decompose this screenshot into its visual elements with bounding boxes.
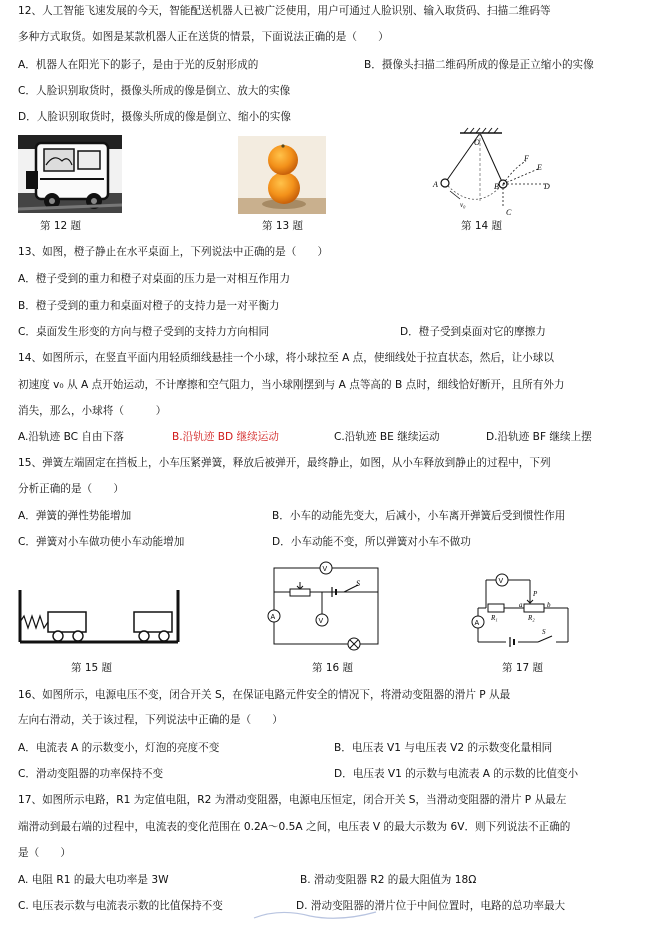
q16-option-c: C．滑动变阻器的功率保持不变 [18, 768, 164, 780]
r1-label: R₁ [491, 614, 498, 622]
caption-fig14: 第 14 题 [461, 220, 503, 232]
label-b: B [494, 182, 499, 191]
caption-fig12: 第 12 题 [40, 220, 82, 232]
label-e: E [537, 163, 542, 172]
path-bf [503, 161, 526, 184]
ammeter-label: A [270, 614, 276, 621]
q16-option-a: A．电流表 A 的示数变小，灯泡的亮度不变 [18, 742, 220, 754]
q12-option-d: D．人脸识别取货时，摄像头所成的像是倒立、缩小的实像 [18, 111, 291, 123]
r2-label: R₂ [528, 614, 535, 622]
q12-option-c: C．人脸识别取货时，摄像头所成的像是倒立、放大的实像 [18, 85, 291, 97]
q17-option-b: B. 滑动变阻器 R2 的最大阻值为 18Ω [300, 874, 477, 886]
q14-option-b: B.沿轨迹 BD 继续运动 [172, 431, 279, 443]
delivery-robot-image [18, 135, 122, 213]
q16-stem-line1: 16、如图所示，电源电压不变，闭合开关 S，在保证电路元件安全的情况下，将滑动变阻器的滑片 P 从最 [18, 689, 511, 701]
label-a: A [433, 180, 438, 189]
caption-fig13: 第 13 题 [262, 220, 304, 232]
q13-stem: 13、如图，橙子静止在水平桌面上，下列说法中正确的是（ ） [18, 246, 329, 258]
q14-stem-line2: 初速度 v₀ 从 A 点开始运动，不计摩擦和空气阻力，当小球刚摆到与 A 点等高的 B 点时，细线恰好断开，且所有外力 [18, 379, 565, 391]
q15-option-b: B．小车的动能先变大，后减小，小车离开弹簧后受到惯性作用 [272, 510, 566, 522]
q13-option-b: B．橙子受到的重力和桌面对橙子的支持力是一对平衡力 [18, 300, 280, 312]
switch-label: S [542, 628, 546, 636]
caption-fig16: 第 16 题 [312, 662, 354, 674]
label-o: O [474, 138, 480, 147]
rheostat [290, 589, 310, 596]
q12-stem-line1: 12、人工智能飞速发展的今天，智能配送机器人已被广泛使用，用户可通过人脸识别、输入取货码、扫描二维码等 [18, 5, 551, 17]
q14-option-d: D.沿轨迹 BF 继续上摆 [486, 431, 592, 443]
oranges-image [238, 136, 326, 214]
q15-stem-line2: 分析正确的是（ ） [18, 483, 124, 495]
q13-option-a: A．橙子受到的重力和橙子对桌面的压力是一对相互作用力 [18, 273, 291, 285]
slider-p-label: P [533, 590, 538, 598]
label-c: C [506, 208, 512, 217]
q14-option-c: C.沿轨迹 BE 继续运动 [334, 431, 440, 443]
q14-stem-line3: 消失，那么，小球将（ ） [18, 405, 167, 417]
resistor-r1 [488, 604, 504, 612]
pendulum-diagram [420, 127, 555, 217]
voltmeter-top-label: V [322, 566, 328, 573]
label-v0: v₀ [460, 201, 466, 209]
q15-option-c: C．弹簧对小车做功使小车动能增加 [18, 536, 185, 548]
q17-stem-line2: 端滑动到最右端的过程中，电流表的变化范围在 0.2A～0.5A 之间，电压表 V 的最大示数为 6V．则下列说法不正确的 [18, 821, 571, 833]
circuit-diagram-17 [464, 566, 574, 652]
ball-a [441, 179, 449, 187]
switch-label: S [356, 579, 360, 588]
point-b-label: b [547, 601, 551, 609]
string-to-b [480, 133, 503, 184]
q17-option-c: C. 电压表示数与电流表示数的比值保持不变 [18, 900, 223, 912]
q16-option-d: D．电压表 V1 的示数与电流表 A 的示数的比值变小 [334, 768, 579, 780]
q17-stem-line1: 17、如图所示电路，R1 为定值电阻，R2 为滑动变阻器，电源电压恒定，闭合开关 S，当滑动变阻器的滑片 P 从最左 [18, 794, 567, 806]
decorative-scribble [250, 906, 380, 924]
cart-left [48, 612, 86, 632]
caption-fig15: 第 15 题 [71, 662, 113, 674]
q13-option-d: D．橙子受到桌面对它的摩擦力 [400, 326, 546, 338]
rheostat-r2 [524, 604, 544, 612]
q17-option-d: D. 滑动变阻器的滑片位于中间位置时，电路的总功率最大 [296, 900, 566, 912]
q16-option-b: B．电压表 V1 与电压表 V2 的示数变化量相同 [334, 742, 553, 754]
q12-option-a: A．机器人在阳光下的影子，是由于光的反射形成的 [18, 59, 259, 71]
q12-option-b: B．摄像头扫描二维码所成的像是正立缩小的实像 [364, 59, 594, 71]
q16-stem-line2: 左向右滑动，关于该过程，下列说法中正确的是（ ） [18, 714, 283, 726]
q15-option-a: A．弹簧的弹性势能增加 [18, 510, 132, 522]
label-d: D [544, 182, 550, 191]
q17-option-a: A. 电阻 R1 的最大电功率是 3W [18, 874, 169, 886]
q12-stem-line2: 多种方式取货。如图是某款机器人正在送货的情景，下面说法正确的是（ ） [18, 31, 389, 43]
point-a-label: a [519, 601, 523, 609]
voltmeter-label: V [498, 578, 504, 585]
q13-option-c: C．桌面发生形变的方向与橙子受到的支持力方向相同 [18, 326, 270, 338]
caption-fig17: 第 17 题 [502, 662, 544, 674]
spring [20, 616, 48, 628]
spring-cart-diagram [14, 582, 184, 652]
q14-option-a: A.沿轨迹 BC 自由下落 [18, 431, 124, 443]
q15-option-d: D．小车动能不变，所以弹簧对小车不做功 [272, 536, 471, 548]
label-f: F [524, 154, 529, 163]
q14-stem-line1: 14、如图所示，在竖直平面内用轻质细线悬挂一个小球，将小球拉至 A 点，使细线处于拉直状态，然后，让小球以 [18, 352, 554, 364]
ammeter-label: A [474, 620, 480, 627]
cart-right [134, 612, 172, 632]
q17-stem-line3: 是（ ） [18, 847, 71, 859]
q15-stem-line1: 15、弹簧左端固定在挡板上，小车压紧弹簧，释放后被弹开，最终静止，如图，从小车释放到静止的过程中，下列 [18, 457, 551, 469]
circuit-diagram-16 [262, 558, 386, 656]
voltmeter-mid-label: V [318, 618, 324, 625]
